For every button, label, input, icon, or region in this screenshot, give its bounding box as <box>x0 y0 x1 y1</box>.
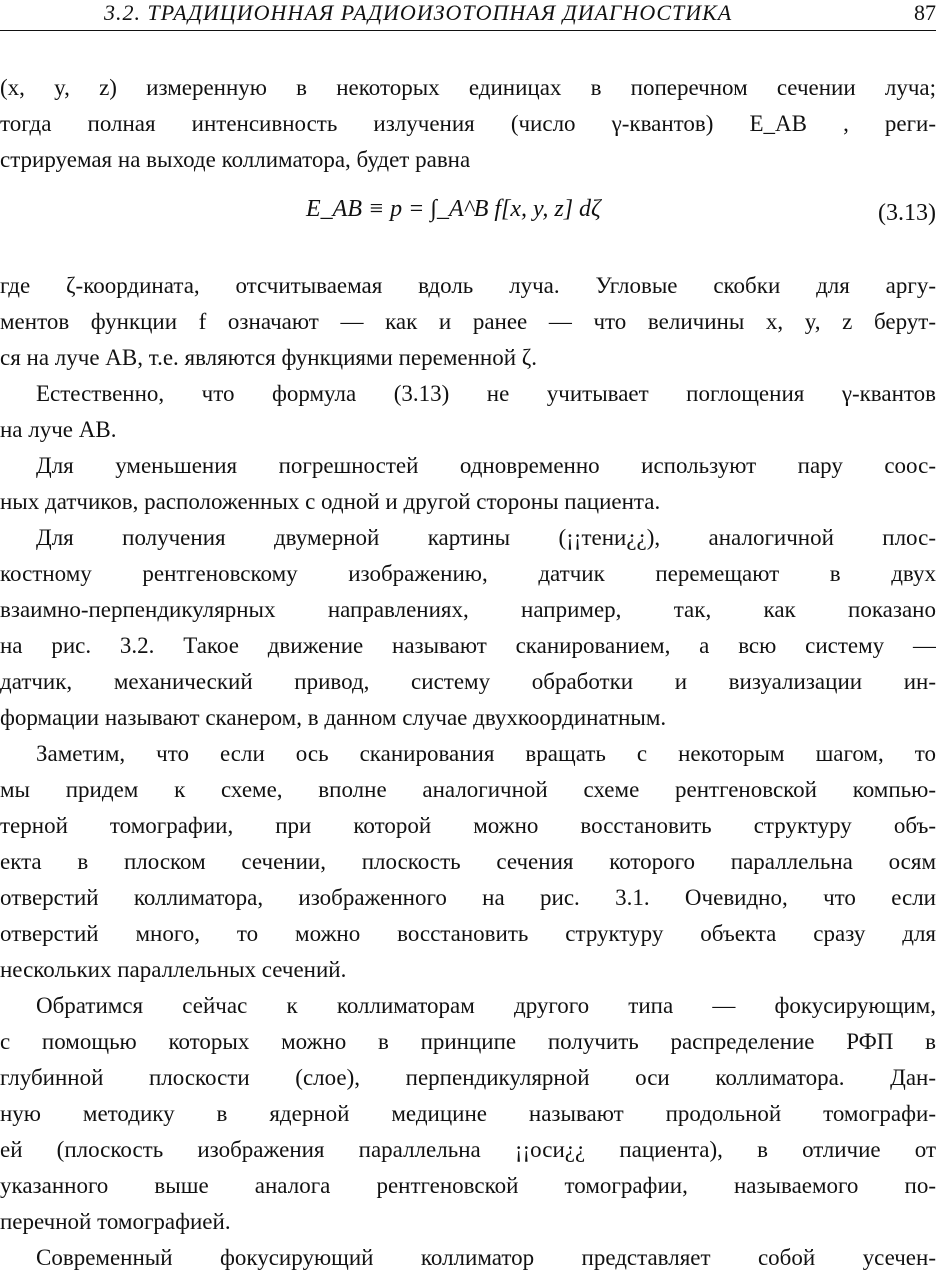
text-line: екта в плоском сечении, плоскость сечения которого параллельна осям <box>0 849 936 874</box>
equation-number: (3.13) <box>878 200 936 226</box>
text-line: глубинной плоскости (слое), перпендикулярной оси коллиматора. Дан- <box>0 1065 936 1090</box>
text-line: на рис. 3.2. Такое движение называют сканированием, а всю систему — <box>0 633 936 658</box>
equation-formula: E_AB ≡ p = ∫_A^B f[x, y, z] dζ <box>306 196 601 222</box>
text-line: формации называют сканером, в данном случае двухкоординатным. <box>0 705 667 730</box>
text-line: терной томографии, при которой можно восстановить структуру объ- <box>0 813 936 838</box>
text-line: костному рентгеновскому изображению, датчик перемещают в двух <box>0 561 936 586</box>
text-line: Современный фокусирующий коллиматор представляет собой усечен- <box>36 1245 936 1270</box>
text-line: нескольких параллельных сечений. <box>0 957 347 982</box>
text-line: стрируемая на выходе коллиматора, будет равна <box>0 147 471 172</box>
text-line: с помощью которых можно в принципе получить распределение РФП в <box>0 1029 936 1054</box>
text-line: мы придем к схеме, вполне аналогичной схеме рентгеновской компью- <box>0 777 936 802</box>
text-line: Для получения двумерной картины (¡¡тени¿¿), аналогичной плос- <box>36 525 936 550</box>
text-line: Обратимся сейчас к коллиматорам другого типа — фокусирующим, <box>36 993 936 1018</box>
text-line: датчик, механический привод, систему обработки и визуализации ин- <box>0 669 936 694</box>
header-title: 3.2. ТРАДИЦИОННАЯ РАДИОИЗОТОПНАЯ ДИАГНОСТИКА <box>104 0 733 25</box>
text-line: (x, y, z) измеренную в некоторых единицах в поперечном сечении луча; <box>0 75 936 100</box>
text-line: перечной томографией. <box>0 1209 231 1234</box>
text-line: на луче AB. <box>0 417 117 442</box>
text-line: отверстий коллиматора, изображенного на рис. 3.1. Очевидно, что если <box>0 885 936 910</box>
running-header <box>0 0 936 31</box>
text-line: тогда полная интенсивность излучения (число γ-квантов) E_AB , реги- <box>0 111 936 136</box>
text-line: ную методику в ядерной медицине называют продольной томографи- <box>0 1101 936 1126</box>
text-line: взаимно-перпендикулярных направлениях, например, так, как показано <box>0 597 936 622</box>
text-line: ся на луче AB, т.е. являются функциями переменной ζ. <box>0 345 538 370</box>
text-line: указанного выше аналога рентгеновской томографии, называемого по- <box>0 1173 936 1198</box>
text-line: ментов функции f означают — как и ранее — что величины x, y, z берут- <box>0 309 936 334</box>
text-line: отверстий много, то можно восстановить структуру объекта сразу для <box>0 921 936 946</box>
text-line: Заметим, что если ось сканирования вращать с некоторым шагом, то <box>36 741 936 766</box>
text-line: где ζ-координата, отсчитываемая вдоль луча. Угловые скобки для аргу- <box>0 273 936 298</box>
text-line: ных датчиков, расположенных с одной и другой стороны пациента. <box>0 489 661 514</box>
page-number: 87 <box>914 0 936 25</box>
text-line: ей (плоскость изображения параллельна ¡¡оси¿¿ пациента), в отличие от <box>0 1137 936 1162</box>
text-line: Для уменьшения погрешностей одновременно используют пару соос- <box>36 453 936 478</box>
text-line: Естественно, что формула (3.13) не учитывает поглощения γ-квантов <box>36 381 936 406</box>
